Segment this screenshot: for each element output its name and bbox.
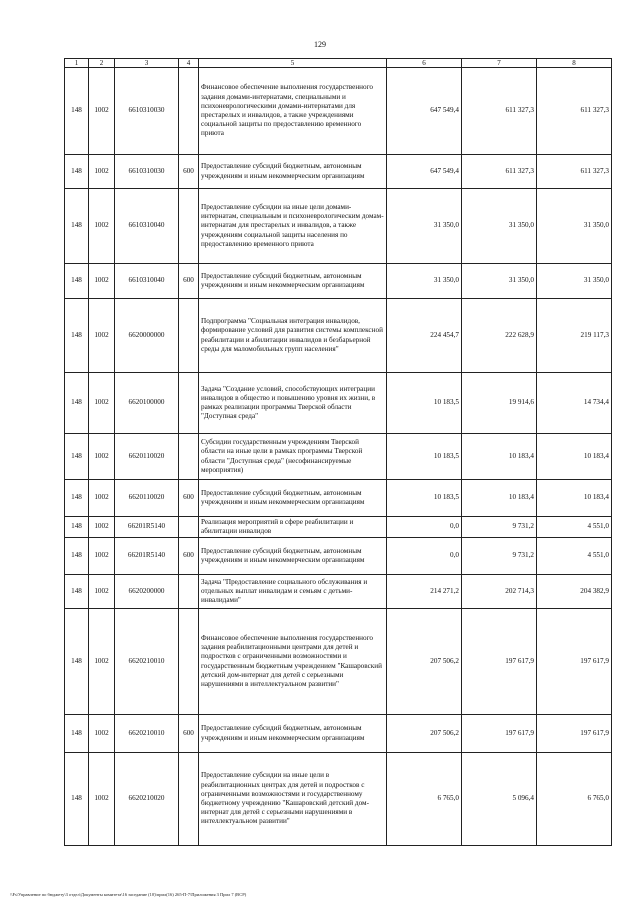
cell-amount-year-1: 647 549,4 <box>387 68 462 155</box>
budget-table <box>64 58 612 846</box>
table-row <box>65 68 612 155</box>
cell-amount-year-1: 10 183,5 <box>387 373 462 434</box>
cell-admin-code: 148 <box>65 373 89 434</box>
cell-amount-year-3: 31 350,0 <box>537 189 612 264</box>
cell-description: Реализация мероприятий в сфере реабилитации и абилитации инвалидов <box>199 517 387 538</box>
cell-expense-type <box>179 434 199 480</box>
table-row <box>65 609 612 715</box>
cell-section-code: 1002 <box>89 299 115 373</box>
cell-section-code: 1002 <box>89 189 115 264</box>
table-row <box>65 299 612 373</box>
cell-amount-year-3: 6 765,0 <box>537 753 612 846</box>
table-row <box>65 434 612 480</box>
cell-amount-year-1: 0,0 <box>387 517 462 538</box>
cell-section-code: 1002 <box>89 753 115 846</box>
cell-admin-code: 148 <box>65 609 89 715</box>
cell-amount-year-3: 10 183,4 <box>537 434 612 480</box>
cell-description: Предоставление субсидии на иные цели в реабилитационных центрах для детей и подростков с ограниченными возможностями и государственному бюджетному учреждению "Кашаровский детский дом-интернат для детей с серьезными нарушениями в интеллектуальном развитии" <box>199 753 387 846</box>
cell-amount-year-1: 207 506,2 <box>387 609 462 715</box>
cell-section-code: 1002 <box>89 480 115 517</box>
cell-amount-year-1: 207 506,2 <box>387 715 462 753</box>
cell-description: Предоставление субсидий бюджетным, автономным учреждениям и иным некоммерческим организациям <box>199 715 387 753</box>
cell-amount-year-1: 0,0 <box>387 538 462 575</box>
cell-amount-year-2: 197 617,9 <box>462 715 537 753</box>
cell-description: Предоставление субсидии на иные цели домами-интернатам, специальным и психоневрологическим домам-интернатам для престарелых и инвалидов, а также учреждениям социальной защиты населения по предоставлению временного приюта <box>199 189 387 264</box>
cell-amount-year-1: 10 183,5 <box>387 480 462 517</box>
cell-target-code: 6620110020 <box>115 480 179 517</box>
cell-expense-type: 600 <box>179 538 199 575</box>
cell-description: Предоставление субсидий бюджетным, автономным учреждениям и иным некоммерческим организациям <box>199 480 387 517</box>
cell-expense-type: 600 <box>179 480 199 517</box>
column-header: 1 <box>65 59 89 68</box>
column-header: 7 <box>462 59 537 68</box>
cell-amount-year-2: 5 096,4 <box>462 753 537 846</box>
cell-admin-code: 148 <box>65 68 89 155</box>
cell-target-code: 66201R5140 <box>115 517 179 538</box>
cell-amount-year-2: 10 183,4 <box>462 480 537 517</box>
cell-amount-year-1: 647 549,4 <box>387 155 462 189</box>
cell-amount-year-2: 222 628,9 <box>462 299 537 373</box>
cell-amount-year-1: 31 350,0 <box>387 189 462 264</box>
cell-target-code: 66201R5140 <box>115 538 179 575</box>
cell-admin-code: 148 <box>65 753 89 846</box>
table-row <box>65 155 612 189</box>
cell-expense-type: 600 <box>179 155 199 189</box>
cell-section-code: 1002 <box>89 715 115 753</box>
cell-description: Подпрограмма "Социальная интеграция инвалидов, формирование условий для развития системы комплексной реабилитации и абилитации инвалидов и безбарьерной среды для маломобильных групп населения" <box>199 299 387 373</box>
cell-expense-type <box>179 189 199 264</box>
cell-amount-year-3: 4 551,0 <box>537 538 612 575</box>
cell-section-code: 1002 <box>89 68 115 155</box>
cell-description: Предоставление субсидий бюджетным, автономным учреждениям и иным некоммерческим организациям <box>199 155 387 189</box>
cell-expense-type <box>179 299 199 373</box>
cell-amount-year-3: 204 382,9 <box>537 575 612 609</box>
cell-amount-year-3: 197 617,9 <box>537 609 612 715</box>
cell-target-code: 6610310040 <box>115 264 179 299</box>
cell-target-code: 6620100000 <box>115 373 179 434</box>
cell-amount-year-3: 4 551,0 <box>537 517 612 538</box>
cell-section-code: 1002 <box>89 264 115 299</box>
cell-admin-code: 148 <box>65 155 89 189</box>
cell-section-code: 1002 <box>89 575 115 609</box>
cell-amount-year-2: 9 731,2 <box>462 517 537 538</box>
cell-admin-code: 148 <box>65 538 89 575</box>
cell-description: Предоставление субсидий бюджетным, автономным учреждениям и иным некоммерческим организациям <box>199 264 387 299</box>
cell-section-code: 1002 <box>89 609 115 715</box>
cell-target-code: 6620200000 <box>115 575 179 609</box>
table-row <box>65 480 612 517</box>
column-header: 4 <box>179 59 199 68</box>
cell-target-code: 6620000000 <box>115 299 179 373</box>
cell-section-code: 1002 <box>89 373 115 434</box>
cell-amount-year-2: 611 327,3 <box>462 155 537 189</box>
cell-amount-year-1: 224 454,7 <box>387 299 462 373</box>
cell-target-code: 6620110020 <box>115 434 179 480</box>
cell-expense-type: 600 <box>179 715 199 753</box>
cell-description: Субсидии государственным учреждениям Тверской области на иные цели в рамках программы Тверской области "Доступная среда" (несофинансируемые мероприятия) <box>199 434 387 480</box>
cell-amount-year-1: 31 350,0 <box>387 264 462 299</box>
cell-description: Задача "Предоставление социального обслуживания и отдельных выплат инвалидам и семьям с детьми-инвалидами" <box>199 575 387 609</box>
cell-admin-code: 148 <box>65 575 89 609</box>
cell-description: Финансовое обеспечение выполнения государственного задания домами-интернатами, специальными и психоневрологическими домами-интернатами для престарелых и инвалидов, а также учреждениями социальной защиты по предоставлению временного приюта <box>199 68 387 155</box>
cell-target-code: 6610310030 <box>115 68 179 155</box>
column-header: 8 <box>537 59 612 68</box>
cell-amount-year-2: 19 914,6 <box>462 373 537 434</box>
cell-description: Финансовое обеспечение выполнения государственного задания реабилитационными центрами для детей и подростков с ограниченными возможностями и государственным бюджетным учреждением "Кашаровский детский дом-интернат для детей с серьезными нарушениями в интеллектуальном развитии" <box>199 609 387 715</box>
cell-amount-year-3: 197 617,9 <box>537 715 612 753</box>
cell-amount-year-1: 10 183,5 <box>387 434 462 480</box>
cell-amount-year-1: 214 271,2 <box>387 575 462 609</box>
column-header: 3 <box>115 59 179 68</box>
cell-amount-year-2: 31 350,0 <box>462 264 537 299</box>
cell-amount-year-3: 219 117,3 <box>537 299 612 373</box>
cell-admin-code: 148 <box>65 480 89 517</box>
cell-description: Предоставление субсидий бюджетным, автономным учреждениям и иным некоммерческим организациям <box>199 538 387 575</box>
cell-amount-year-2: 31 350,0 <box>462 189 537 264</box>
cell-admin-code: 148 <box>65 715 89 753</box>
cell-amount-year-2: 611 327,3 <box>462 68 537 155</box>
file-path-footer: \\Fs\Управление по бюджету\3 отдел\Документы комитета\16 заседание (10)\прил(16) 265-П-7\Приложения 3 Прил 7 (ВСР) <box>10 892 247 897</box>
cell-amount-year-3: 31 350,0 <box>537 264 612 299</box>
column-header: 2 <box>89 59 115 68</box>
table-row <box>65 189 612 264</box>
cell-amount-year-3: 10 183,4 <box>537 480 612 517</box>
cell-section-code: 1002 <box>89 155 115 189</box>
cell-amount-year-2: 202 714,3 <box>462 575 537 609</box>
page-number: 129 <box>314 40 326 49</box>
table-row <box>65 373 612 434</box>
cell-amount-year-2: 10 183,4 <box>462 434 537 480</box>
cell-expense-type <box>179 373 199 434</box>
column-number-header <box>65 59 612 68</box>
cell-expense-type: 600 <box>179 264 199 299</box>
table-row <box>65 264 612 299</box>
cell-target-code: 6620210010 <box>115 609 179 715</box>
cell-amount-year-3: 611 327,3 <box>537 155 612 189</box>
cell-target-code: 6610310040 <box>115 189 179 264</box>
cell-section-code: 1002 <box>89 538 115 575</box>
cell-admin-code: 148 <box>65 264 89 299</box>
table-row <box>65 753 612 846</box>
cell-description: Задача "Создание условий, способствующих интеграции инвалидов в общество и повышению уровня их жизни, в рамках реализации программы Тверской области "Доступная среда" <box>199 373 387 434</box>
cell-amount-year-3: 611 327,3 <box>537 68 612 155</box>
column-header: 5 <box>199 59 387 68</box>
cell-admin-code: 148 <box>65 517 89 538</box>
cell-amount-year-1: 6 765,0 <box>387 753 462 846</box>
cell-admin-code: 148 <box>65 299 89 373</box>
cell-amount-year-2: 197 617,9 <box>462 609 537 715</box>
cell-target-code: 6620210010 <box>115 715 179 753</box>
cell-section-code: 1002 <box>89 434 115 480</box>
cell-expense-type <box>179 575 199 609</box>
column-header: 6 <box>387 59 462 68</box>
table-row <box>65 575 612 609</box>
cell-section-code: 1002 <box>89 517 115 538</box>
cell-amount-year-2: 9 731,2 <box>462 538 537 575</box>
cell-target-code: 6620210020 <box>115 753 179 846</box>
cell-expense-type <box>179 68 199 155</box>
table-row <box>65 517 612 538</box>
cell-expense-type <box>179 753 199 846</box>
cell-expense-type <box>179 517 199 538</box>
cell-admin-code: 148 <box>65 434 89 480</box>
cell-expense-type <box>179 609 199 715</box>
cell-target-code: 6610310030 <box>115 155 179 189</box>
cell-amount-year-3: 14 734,4 <box>537 373 612 434</box>
table-row <box>65 538 612 575</box>
table-row <box>65 715 612 753</box>
cell-admin-code: 148 <box>65 189 89 264</box>
